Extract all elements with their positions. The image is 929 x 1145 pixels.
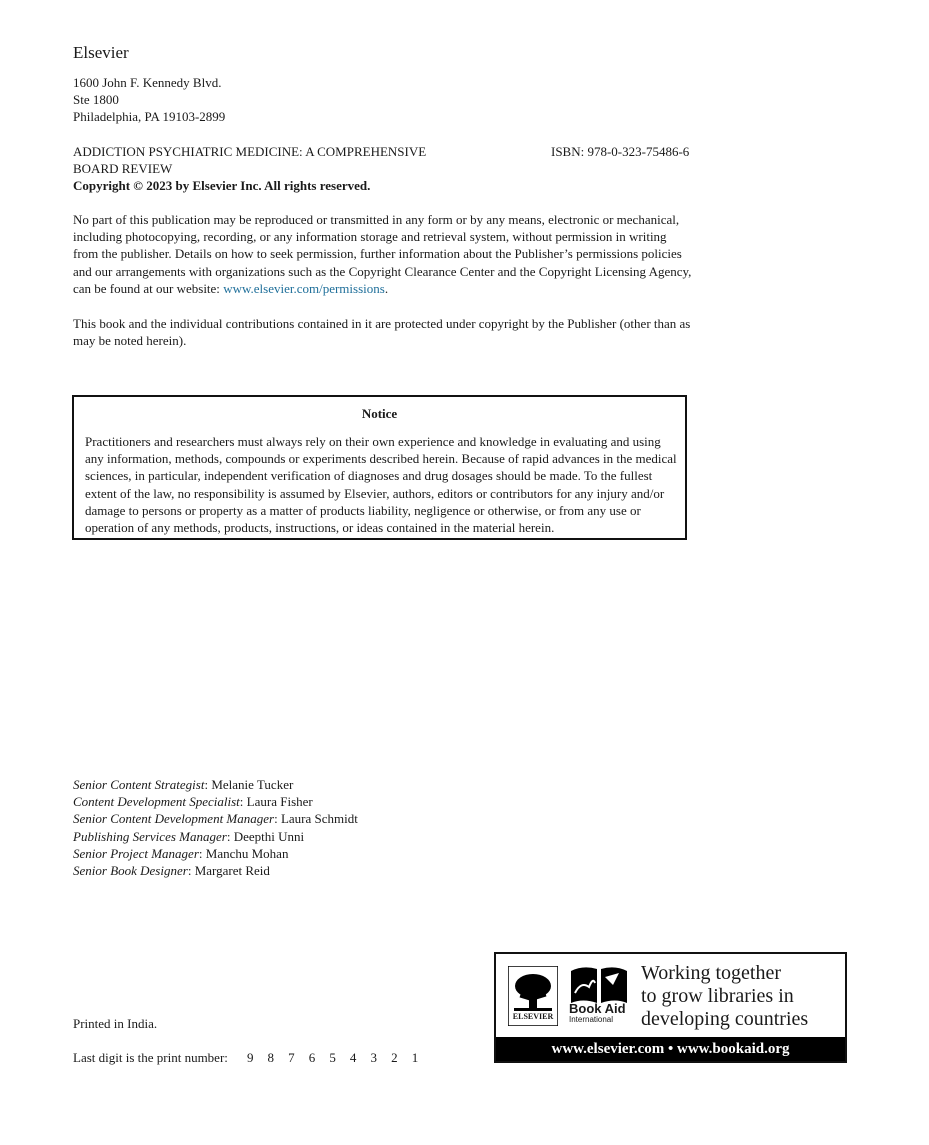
slogan-line-2: to grow libraries in (641, 985, 794, 1007)
print-digit: 1 (411, 1050, 419, 1065)
permissions-period: . (384, 280, 389, 296)
credit-role: Content Development Specialist (73, 794, 240, 810)
credit-name: Melanie Tucker (211, 777, 294, 792)
address-line-1: 1600 John F. Kennedy Blvd. (73, 75, 222, 90)
credit-row: Senior Project Manager: Manchu Mohan (73, 845, 289, 861)
print-digit: 4 (349, 1050, 357, 1065)
credit-role: Senior Project Manager (73, 845, 199, 861)
copyright-protection-paragraph: This book and the individual contributions contained in it are protected under copyright by the Publisher (other than as may be noted herein). (73, 316, 691, 349)
credit-name: Margaret Reid (194, 863, 270, 879)
book-title-line-2: BOARD REVIEW (73, 161, 173, 177)
slogan-line-3: developing countries (641, 1008, 809, 1030)
book-aid-slogan (641, 962, 841, 1031)
permissions-paragraph (73, 211, 693, 297)
credit-name: Manchu Mohan (205, 845, 289, 861)
credit-row: Senior Book Designer: Margaret Reid (73, 863, 270, 879)
permissions-link[interactable]: www.elsevier.com/permissions (223, 280, 385, 296)
book-aid-sublabel: International (569, 1015, 614, 1024)
credit-row: Senior Content Development Manager: Laura Schmidt (73, 811, 358, 827)
credit-row: Publishing Services Manager: Deepthi Unni (73, 828, 305, 844)
print-number-label: Last digit is the print number: (73, 1050, 228, 1065)
book-title-line-1: ADDICTION PSYCHIATRIC MEDICINE: A COMPREHENSIVE (73, 144, 427, 159)
printed-in: Printed in India. (73, 1016, 158, 1031)
credit-name: Laura Schmidt (280, 811, 358, 827)
print-digit: 8 (267, 1050, 275, 1065)
book-aid-logo-box (494, 952, 847, 1063)
book-aid-label: Book Aid (569, 1001, 626, 1016)
notice-title: Notice (361, 406, 398, 421)
credit-role: Senior Book Designer (73, 863, 188, 879)
isbn: ISBN: 978-0-323-75486-6 (551, 144, 690, 159)
book-aid-icon (569, 963, 629, 1005)
credit-role: Senior Content Strategist (73, 777, 205, 792)
elsevier-logo-label: ELSEVIER (512, 1012, 554, 1021)
print-digit: 7 (288, 1050, 295, 1065)
notice-text: Practitioners and researchers must always rely on their own experience and knowledge in evaluating and using any information, methods, compounds or experiments described herein. Because of rapid advances in the medical sciences, in particular, independent verification of diagnoses and drug dosages should be made. To the fullest extent of the law, no responsibility is assumed by Elsevier, authors, editors or contributors for any injury and/or damage to persons or property as a matter of products liability, negligence or otherwise, or from any use or operation of any methods, products, instructions, or ideas contained in the material herein. (85, 434, 677, 536)
publisher-address (73, 74, 225, 126)
print-digit: 3 (370, 1050, 378, 1065)
print-digit: 6 (308, 1050, 316, 1065)
slogan-line-1: Working together (641, 962, 782, 984)
print-digits (240, 1050, 425, 1065)
print-digit: 2 (391, 1050, 398, 1065)
credits-list (73, 776, 358, 879)
credit-row: Senior Content Strategist: Melanie Tucker (73, 777, 294, 792)
credit-name: Deepthi Unni (233, 828, 305, 844)
print-number-line (73, 1050, 425, 1066)
credit-row: Content Development Specialist: Laura Fisher (73, 794, 313, 810)
print-digit: 5 (329, 1050, 336, 1065)
credit-name: Laura Fisher (246, 794, 313, 810)
logo-url-strip: www.elsevier.com • www.bookaid.org (496, 1037, 845, 1061)
credit-role: Senior Content Development Manager (73, 811, 275, 827)
permissions-text: No part of this publication may be reproduced or transmitted in any form or by any means, electronic or mechanical, including photocopying, recording, or any information storage and retrieval system, without permission in writing from the publisher. Details on how to seek permission, further information about the Publisher’s permissions policies and our arrangements with organizations such as the Copyright Clearance Center and the Copyright Licensing Agency, can be found at our website: (73, 212, 692, 296)
publisher-name: Elsevier (73, 43, 129, 62)
copyright-line: Copyright © 2023 by Elsevier Inc. All rights reserved. (73, 178, 371, 193)
notice-box (72, 395, 687, 540)
address-line-3: Philadelphia, PA 19103-2899 (73, 109, 226, 125)
print-digit: 9 (246, 1050, 254, 1065)
credit-role: Publishing Services Manager (73, 828, 227, 844)
address-line-2: Ste 1800 (73, 92, 119, 108)
book-title (73, 143, 453, 177)
